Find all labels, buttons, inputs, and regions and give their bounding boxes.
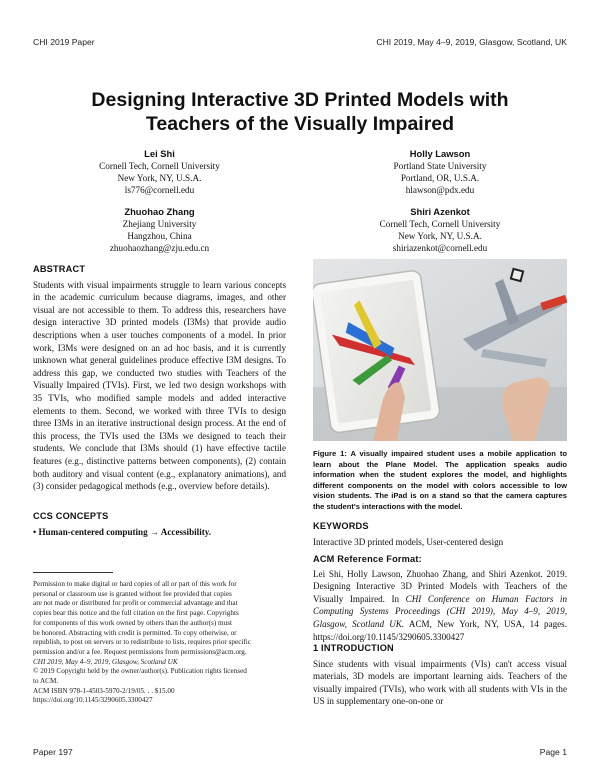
- permission-line: republish, to post on servers or to redistribute to lists, requires prior specific: [33, 638, 251, 647]
- author-email: hlawson@pdx.edu: [405, 185, 475, 195]
- keywords-section: [313, 520, 567, 548]
- permission-venue: CHI 2019, May 4–9, 2019, Glasgow, Scotland UK: [33, 657, 178, 666]
- acm-reference-part-1: Lei Shi, Holly Lawson, Zhuohao Zhang, and Shiri Azenkot. 2019. Designing Interactive 3D Printed Models with Teachers of the Visually Impaired. In: [313, 568, 567, 604]
- abstract-heading: ABSTRACT: [33, 264, 86, 274]
- introduction-text: Since students with visual impairments (VIs) can't access visual materials, 3D models are important learning aids. Teachers of the visually impaired (TVIs), who work with all students with VIs in the US in supplementary one-on-one or: [313, 658, 567, 707]
- abstract-section: [33, 263, 286, 493]
- permission-copyright-2: to ACM.: [33, 677, 59, 686]
- figure-1-photo: [313, 259, 567, 441]
- author-name: Zhuohao Zhang: [124, 206, 195, 217]
- figure-photo-illustration: [313, 259, 567, 441]
- author-email: zhuohaozhang@zju.edu.cn: [109, 243, 210, 253]
- author-name: Lei Shi: [144, 148, 175, 159]
- introduction-heading: 1 INTRODUCTION: [313, 643, 394, 653]
- tablet-icon: [313, 270, 441, 434]
- introduction-section: [313, 642, 567, 708]
- author-affiliation: Portland State University: [393, 161, 487, 171]
- permission-line: Permission to make digital or hard copies of all or part of this work for: [33, 580, 237, 588]
- author-name: Shiri Azenkot: [410, 206, 470, 217]
- acm-reference-part-3: ACM, New York, NY, USA, 14 pages. https://doi.org/10.1145/3290605.3300427: [313, 618, 567, 642]
- permission-doi: https://doi.org/10.1145/3290605.3300427: [33, 696, 153, 705]
- footer-left: Paper 197: [33, 747, 73, 757]
- acm-reference-text: [313, 568, 567, 644]
- permission-copyright: © 2019 Copyright held by the owner/author(s). Publication rights licensed: [33, 667, 247, 676]
- title-line-1: Designing Interactive 3D Printed Models with: [91, 89, 509, 111]
- figure-1-caption: [313, 449, 567, 513]
- permission-line: for components of this work owned by others than the author(s) must: [33, 618, 233, 627]
- acm-reference-venue: CHI Conference on Human Factors in Computing Systems Proceedings (CHI 2019), May 4–9, 2019, Glasgow, Scotland UK.: [313, 593, 568, 629]
- acm-reference-heading: ACM Reference Format:: [313, 554, 422, 564]
- paper-title: [0, 88, 600, 136]
- author-block: [313, 206, 567, 254]
- author-affiliation: Cornell Tech, Cornell University: [99, 161, 220, 171]
- running-header-left: CHI 2019 Paper: [33, 37, 95, 47]
- footer-right: Page 1: [539, 747, 567, 757]
- ccs-section: [33, 510, 286, 538]
- author-location: Portland, OR, U.S.A.: [400, 173, 480, 183]
- author-affiliation: Cornell Tech, Cornell University: [379, 219, 501, 229]
- permission-line: personal or classroom use is granted without fee provided that copies: [33, 589, 232, 598]
- author-email: ls776@cornell.edu: [124, 185, 195, 195]
- acm-reference-section: [313, 553, 567, 643]
- abstract-text: Students with visual impairments struggle to learn various concepts in the academic curriculum because diagrams, images, and other visual are not accessible to them. To address this, researchers have design interactive 3D printed models (I3Ms) that provide audio descriptions when a user touches components of a model. In prior work, I3Ms were designed on an ad hoc basis, and it is currently unknown what general guidelines produce effective I3M designs. To address this gap, we conducted two studies with Teachers of the Visually Impaired (TVIs). First, we led two design workshops with 35 TVIs, who modified sample models and added interactive elements to them. Second, we worked with three TVIs to design three I3Ms in an iterative instructional design process. At the end of this process, the TVIs used the I3Ms we designed to teach their students. We conclude that I3Ms should (1) have effective tactile features (e.g., distinctive patterns between components), (2) contain both auditory and visual content (e.g., explanatory animations), and (3) consider pedagogical methods (e.g., overview before details).: [33, 279, 286, 492]
- running-header-right: CHI 2019, May 4–9, 2019, Glasgow, Scotland, UK: [376, 37, 567, 47]
- author-block: [33, 206, 286, 254]
- author-name: Holly Lawson: [409, 148, 471, 159]
- author-affiliation: Zhejiang University: [122, 219, 197, 229]
- permission-line: be honored. Abstracting with credit is permitted. To copy otherwise, or: [33, 628, 237, 637]
- keywords-heading: KEYWORDS: [313, 521, 369, 531]
- permission-line: are not made or distributed for profit or commercial advantage and that: [33, 599, 238, 608]
- author-location: New York, NY, U.S.A.: [117, 173, 202, 183]
- keywords-text: Interactive 3D printed models, User-centered design: [313, 536, 504, 547]
- permission-line: copies bear this notice and the full citation on the first page. Copyrights: [33, 609, 239, 618]
- author-block: [33, 148, 286, 196]
- ccs-heading: CCS CONCEPTS: [33, 511, 109, 521]
- ccs-item: • Human-centered computing → Accessibility.: [33, 526, 212, 537]
- footnote-rule: [33, 572, 113, 573]
- author-email: shiriazenkot@cornell.edu: [392, 243, 488, 253]
- title-line-2: Teachers of the Visually Impaired: [145, 113, 455, 135]
- permission-line: permission and/or a fee. Request permissions from permissions@acm.org.: [33, 647, 247, 656]
- figure-caption-text: Figure 1: A visually impaired student uses a mobile application to learn about the Plane Model. The application speaks audio information when the student explores the model, and highlights different components on the model with colors accessible to low vision students. The iPad is on a stand so that the camera captures the student's interactions with the model.: [313, 449, 567, 511]
- author-block: [313, 148, 567, 196]
- author-location: New York, NY, U.S.A.: [398, 231, 482, 241]
- permission-notice: [33, 580, 286, 706]
- permission-isbn: ACM ISBN 978-1-4503-5970-2/19/05. . . $15.00: [33, 686, 175, 695]
- author-location: Hangzhou, China: [127, 231, 192, 241]
